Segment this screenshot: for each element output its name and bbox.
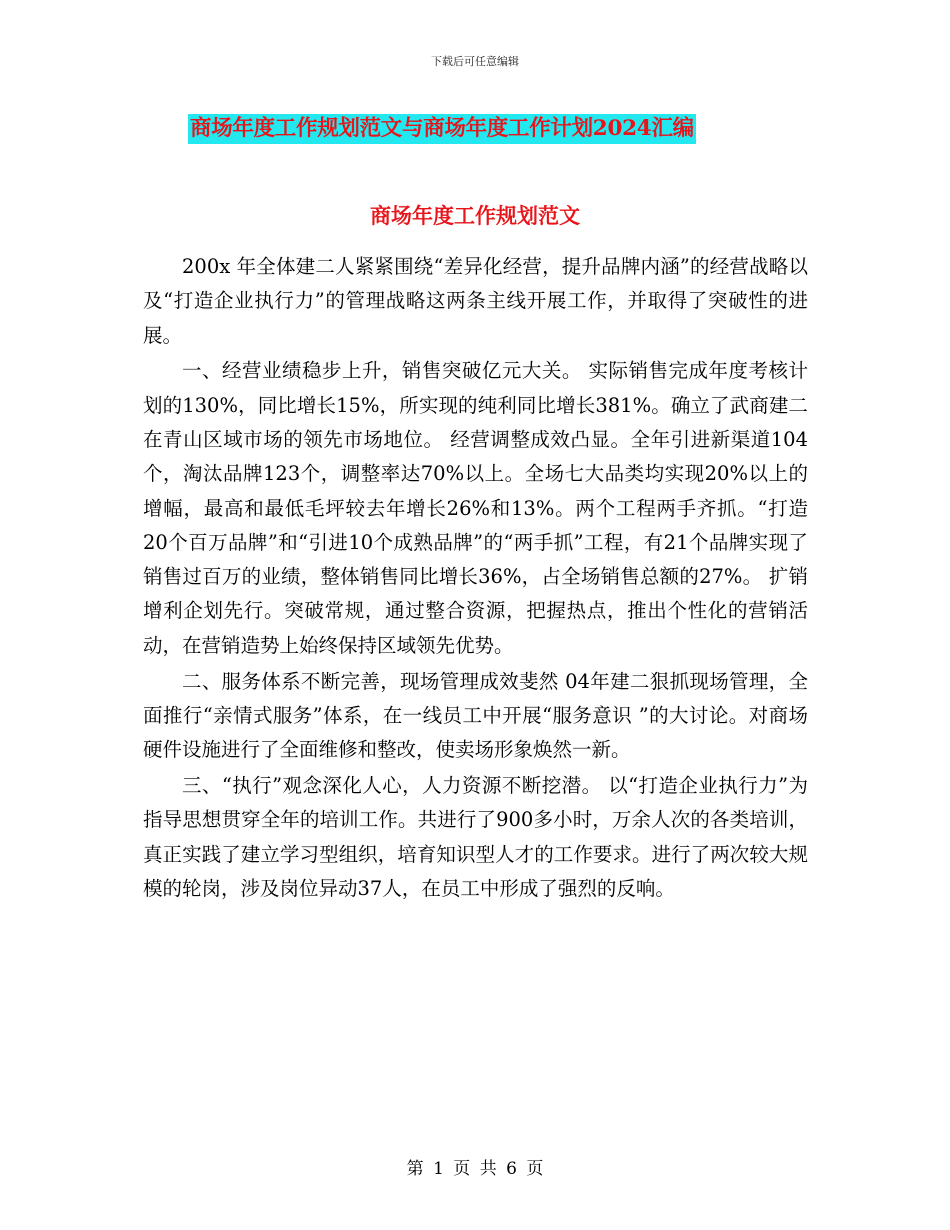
- paragraph-intro: 200x 年全体建二人紧紧围绕“差异化经营，提升品牌内涵”的经营战略以及“打造企业执行力”的管理战略这两条主线开展工作，并取得了突破性的进展。: [143, 255, 808, 347]
- document-main-title: 商场年度工作规划范文与商场年度工作计划2024汇编: [188, 114, 696, 144]
- page-number: 第 1 页 共 6 页: [406, 1159, 544, 1179]
- header-note: 下载后可任意编辑: [431, 55, 519, 68]
- section-title: 商场年度工作规划范文: [370, 203, 580, 228]
- paragraph-human-resources: 三、“执行”观念深化人心，人力资源不断挖潜。 以“打造企业执行力”为指导思想贯穿全年的培训工作。共进行了900多小时，万余人次的各类培训，真正实践了建立学习型组织，培育知识型人才的工作要求。进行了两次较大规模的轮岗，涉及岗位异动37人，在员工中形成了强烈的反响。: [143, 773, 808, 900]
- paragraph-business-performance: 一、经营业绩稳步上升，销售突破亿元大关。 实际销售完成年度考核计划的130%，同比增长15%，所实现的纯利同比增长381%。确立了武商建二在青山区域市场的领先市场地位。 经营调整成效凸显。全年引进新渠道104个，淘汰品牌123个，调整率达70%以上。全场七大品类均实现20%以上的增幅，最高和最低毛坪较去年增长26%和13%。两个工程两手齐抓。“打造20个百万品牌”和“引进10个成熟品牌”的“两手抓”工程，有21个品牌实现了销售过百万的业绩，整体销售同比增长36%，占全场销售总额的27%。 扩销增利企划先行。突破常规，通过整合资源，把握热点，推出个性化的营销活动，在营销造势上始终保持区域领先优势。: [143, 359, 808, 657]
- paragraph-service-system: 二、服务体系不断完善，现场管理成效斐然 04年建二狠抓现场管理，全面推行“亲情式服务”体系，在一线员工中开展“服务意识 ”的大讨论。对商场硬件设施进行了全面维修和整改，使卖场形象焕然一新。: [143, 669, 808, 762]
- document-body: [143, 250, 808, 906]
